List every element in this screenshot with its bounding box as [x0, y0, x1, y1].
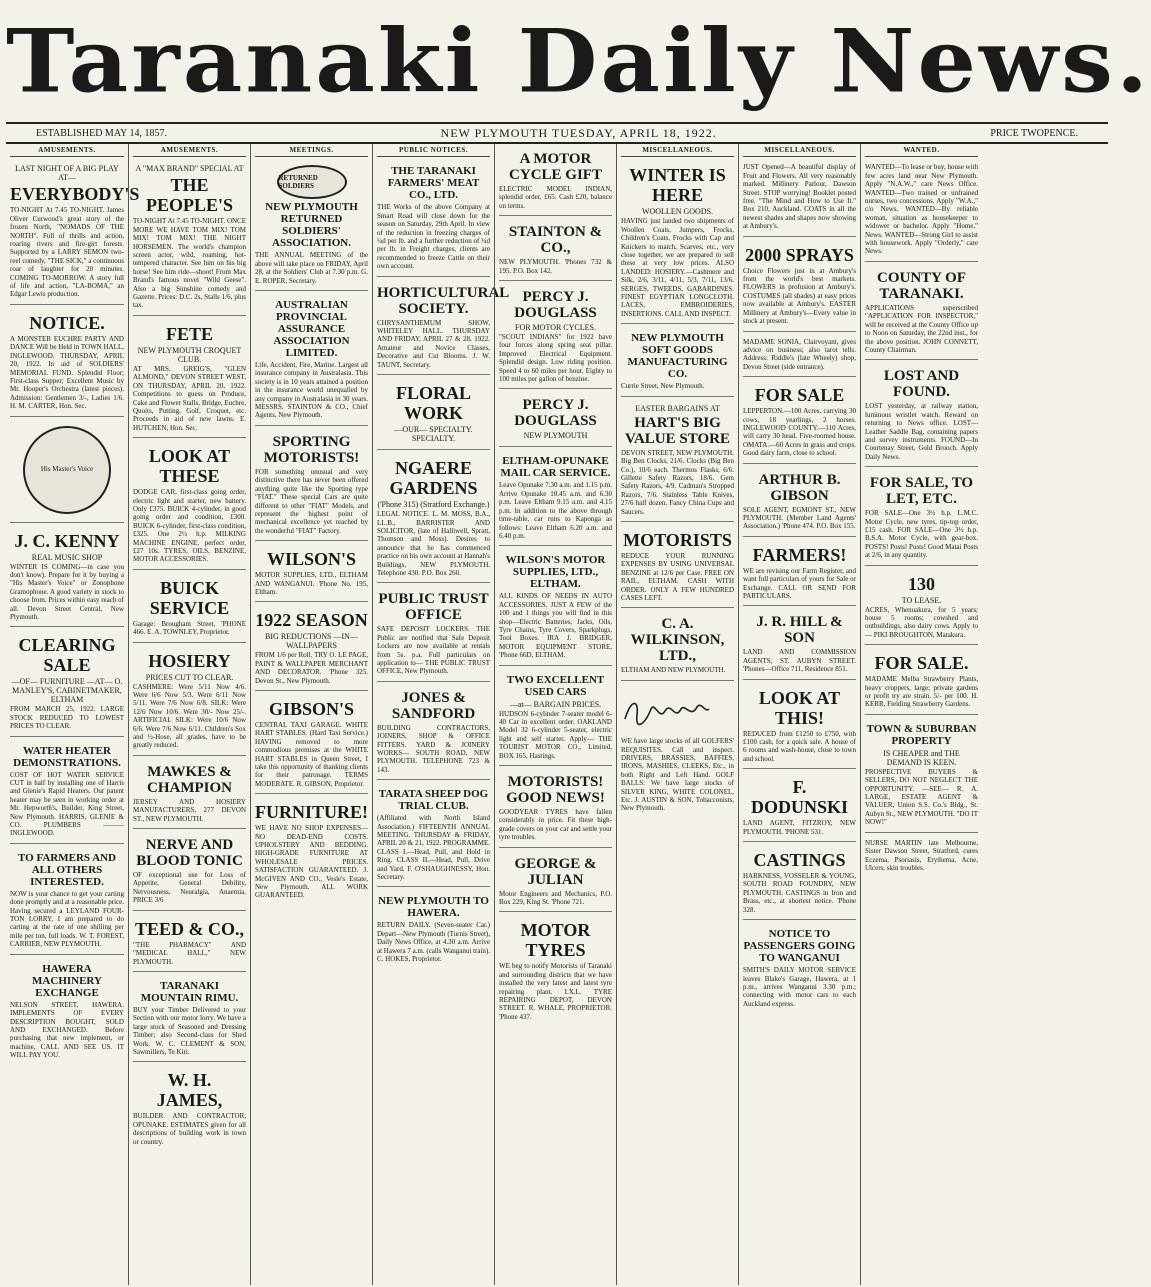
- advertisement: [499, 915, 612, 1026]
- advertisement: [865, 265, 978, 360]
- ad-headline: TARATA SHEEP DOG TRIAL CLUB.: [378, 788, 489, 813]
- ad-body-text: FROM 1/6 per Roll. TRY O. LE PAGE, PAINT & WALLPAPER MERCHANT AND DECORATOR. 'Phone 325. Devon St., New Plymouth.: [255, 651, 368, 685]
- ad-subheading: —at— BARGAIN PRICES.: [509, 699, 602, 709]
- ad-body-text: REDUCED from £1250 to £750, with £100 cash, for a quick sale. A house of 6 rooms and wash-house, close to town and school.: [743, 729, 856, 763]
- ad-body-text: NURSE MARTIN late Melbourne, Sister Dawson Street, Stratford, cures Eczema, Psoriasis, Erythema, Acne, Ulcers, skin troubles.: [865, 838, 978, 872]
- ad-headline: NEW PLYMOUTH SOFT GOODS MANUFACTURING CO.: [627, 332, 728, 381]
- advertisement: [255, 160, 368, 291]
- ad-headline: TEED & CO.,: [134, 918, 244, 939]
- newspaper-column: [128, 144, 250, 1285]
- advertisement: [499, 450, 612, 546]
- ad-body-text: CASHMERE: Were 5/11 Now 4/6. Were 6/6 Now 5/3. Were 6/11 Now 5/11. Were 7/6 Now 6/8. SILK: Were 12/6 Now 10/6. Were 30/- Now 25/-. ARTIFICIAL SILK: Were 10/6 Now 6/6. Were 7/6 Now 6/11. Children's Sox and ½-Hose, all grades, have to be greatly reduced.: [133, 682, 246, 750]
- ad-body-text: SOLE AGENT, EGMONT ST., NEW PLYMOUTH. (Member Land Agents' Association.) 'Phone 474. P.O. Box 155.: [743, 505, 856, 531]
- ad-headline: MAWKES & CHAMPION: [147, 763, 232, 796]
- advertisement: [133, 573, 246, 643]
- advertisement: [865, 648, 978, 715]
- advertisement: [377, 378, 490, 450]
- ad-headline: J. C. KENNY: [14, 530, 120, 551]
- ad-body-text: (Affiliated with North Island Association.) FIFTEENTH ANNUAL MEETING. THURSDAY & FRIDAY, APRIL 20 & 21, 1922. PROGRAMME. CLASS I.—Head, Pull, and Hold in Ring. CLASS II.—Head, Pull, Drive and Yard. F. O'SHAUGHNESSY, Hon. Secretary.: [377, 814, 490, 882]
- ad-body-text: REDUCE YOUR RUNNING EXPENSES BY USING UNIVERSAL BENZINE at 12/6 per Case. FREE ON RAIL, ELTHAM. CASH WITH ORDER. ONLY A FEW HUNDRED CASES LEFT.: [621, 551, 734, 602]
- ad-headline: HAWERA MACHINERY EXCHANGE: [32, 962, 102, 999]
- ad-headline: HART'S BIG VALUE STORE: [625, 414, 730, 447]
- ad-headline: FURNITURE!: [255, 802, 369, 823]
- ad-body-text: Motor Engineers and Mechanics, P.O. Box 229, King St. 'Phone 721.: [499, 889, 612, 907]
- ad-body-text: NELSON STREET, HAWERA. IMPLEMENTS OF EVERY DESCRIPTION BOUGHT, SOLD AND EXCHANGED. Before purchasing that new implement, or machine, CALL AND SEE US. IT WILL PAY YOU.: [10, 1000, 124, 1060]
- ad-body-text: A MONSTER EUCHRE PARTY AND DANCE Will be Held in TOWN HALL, INGLEWOOD. THURSDAY, APRIL 20, 1922. In aid of SOLDIERS' MEMORIAL FUND. Splendid Floor; First-class Supper; Excellent Music by Mr. Hooper's Orchestra (latest pieces). Admission: Gentlemen 3/-, Ladies 1/6. H. M. CARTER, Hon. Sec.: [10, 334, 124, 411]
- ad-body-text: FROM MARCH 25, 1922. LARGE STOCK REDUCED TO LOWEST PRICES TO CLEAR.: [10, 705, 124, 731]
- ad-headline: SPORTING MOTORISTS!: [263, 433, 360, 466]
- advertisement: [255, 429, 368, 541]
- dateline-bar: [6, 122, 1108, 144]
- ad-body-text: DODGE CAR, first-class going order, electric light and starter, new battery. Only £375. BUICK 4-cylinder, in good going order and condition, £300. BUICK 6-cylinder, first-class condition, £325. One 2½ h.p. MILKING MACHINE ENGINE, perfect order, £27 10s. TYRES, OILS, BENZINE, MOTOR ACCESSORIES.: [133, 488, 246, 564]
- ad-headline: WILSON'S: [266, 549, 357, 570]
- advertisement: [133, 646, 246, 756]
- ad-headline: MOTORISTS! GOOD NEWS!: [506, 774, 605, 806]
- ad-headline: FLORAL WORK: [395, 383, 471, 424]
- newspaper-column: [494, 144, 616, 1285]
- ad-headline: FOR SALE: [754, 385, 845, 406]
- ad-body-text: APPLICATIONS superscribed "APPLICATION FOR INSPECTOR," will be received at the County Office up to Noon on Saturday, the 22nd inst., for the above position. JOHN CONNETT, County Chairman.: [865, 303, 978, 354]
- ad-body-text: WANTED—To lease or buy, house with few acres land near New Plymouth. Apply "N.A.W.," care News Office. WANTED—Two trained or unfrained nurses, two concessions. Apply "W.A.," c/o News. WANTED—By reliable woman, situation as housekeeper to widower or bachelor. Apply "Home," News. WANTED—Strong Girl to assist with housework. Apply "Orderly," care News.: [865, 163, 978, 256]
- advertisement: [743, 335, 856, 378]
- issue-date: NEW PLYMOUTH TUESDAY, APRIL 18, 1922.: [440, 125, 717, 140]
- ad-headline: TO FARMERS AND ALL OTHERS INTERESTED.: [18, 851, 116, 888]
- ad-subheading: TO LEASE.: [901, 595, 942, 605]
- ad-body-text: TO-NIGHT At 7.45 TO-NIGHT. ONCE MORE WE HAVE TOM MIX! TOM MIX! TOM MIX! THE NIGHT HORSEMEN. The world's champion screen actor, wild, roaming, hot-tempered character. See him on his big horse! See him ride—shoot! From Max Brand's famous novel "Wild Geese". Also a big Sunshine comedy and Gazette. Prices: D.C. 2s, Stalls 1/6, plus tax.: [133, 217, 246, 310]
- advertisement: [10, 630, 124, 736]
- ad-headline: HOSIERY: [148, 650, 231, 671]
- ad-body-text: MADAME SONIA, Clairvoyant, gives advice on business; also tarot tells. Address: Riddle's (late Wheely) shop, Devon Street (side entrance).: [743, 337, 856, 371]
- ad-headline: FARMERS!: [752, 544, 847, 565]
- newspaper-column: [860, 144, 982, 1285]
- ad-body-text: LOST yesterday, at railway station, luminous wristlet watch. Reward on returning to News office. LOST—Leather Saddle Bag, containing papers and survey instruments. FOUND—In Courtenay Street, Gold Brooch. Apply Daily News.: [865, 402, 978, 461]
- newspaper-column: [616, 144, 738, 1285]
- advertisement: [865, 363, 978, 467]
- ad-headline: PERCY J. DOUGLASS: [514, 397, 597, 430]
- ad-headline: 130: [908, 573, 935, 594]
- ad-headline: WILSON'S MOTOR SUPPLIES, LTD., ELTHAM.: [505, 554, 606, 591]
- advertisement: [865, 718, 978, 833]
- ad-body-text: PROSPECTIVE BUYERS & SELLERS, DO NOT NEGLECT THE OPPORTUNITY. —SEE— R. A. LARGE, ESTATE AGENT & VALUER, Union S.S. Co.'s Bldg., St. Aubyn St., NEW PLYMOUTH. "DO IT NOW!": [865, 767, 978, 827]
- ad-body-text: NEW PLYMOUTH. 'Phones 732 & 195. P.O. Box 142.: [499, 258, 612, 275]
- ad-headline: ARTHUR B. GIBSON: [758, 471, 841, 504]
- ad-headline: BUICK SERVICE: [149, 577, 230, 618]
- ad-headline: 1922 SEASON: [255, 610, 368, 631]
- advertisement: [377, 783, 490, 887]
- ad-headline: STAINTON & CO.,: [508, 224, 603, 257]
- advertisement: [865, 836, 978, 878]
- advertisement: [255, 797, 368, 905]
- ad-body-text: JUST Opened—A beautiful display of Fruit and Flowers. All very reasonably marked. Millinery Parlour, Dawson Street. STOP worrying! Booklet posted free. "The Mind and How to Use It." Box 210, Auckland. COATS in all the newest shades and shapes now showing at Ambury's.: [743, 163, 856, 231]
- ad-headline: LOOK AT THIS!: [758, 687, 841, 728]
- ad-headline: FOR SALE, TO LET, ETC.: [869, 475, 974, 508]
- advertisement: [499, 284, 612, 389]
- advertisement: [133, 759, 246, 829]
- ad-headline: NEW PLYMOUTH TO HAWERA.: [378, 895, 489, 920]
- ad-body-text: Leave Opunake 7.30 a.m. and 1.15 p.m. Arrive Opunake 10.45 a.m. and 6.30 p.m. Leave Eltham 9.15 a.m. and 4.15 p.m. In addition to the above through time-table, car runs to Kaponga as follows: Leave Eltham 6.20 a.m. and 6.40 p.m.: [499, 481, 612, 540]
- ad-body-text: MOTOR SUPPLIES, LTD., ELTHAM AND WANGANUI. 'Phone No. 195, Eltham.: [255, 571, 368, 596]
- advertisement: [377, 160, 490, 276]
- ad-subheading: REAL MUSIC SHOP: [31, 552, 103, 562]
- advertisement: [10, 740, 124, 844]
- advertisement: [133, 319, 246, 438]
- ad-headline: ELTHAM-OPUNAKE MAIL CAR SERVICE.: [500, 455, 611, 480]
- ad-headline: PUBLIC TRUST OFFICE: [378, 591, 489, 624]
- ad-body-text: AT MRS. GREIG'S, "GLEN ALMOND," DEVON STREET WEST, ON THURSDAY, APRIL 20, 1922. Competitions to guess on Produce, Cake and Flower Stalls, Bridge, Euchre, Quoits, Putting, Golf, Croquet, etc. Proceeds in aid of new lawns. E. HUTCHEN, Hon. Sec.: [133, 364, 246, 432]
- ad-subheading: FOR MOTOR CYCLES.: [515, 323, 596, 333]
- ad-body-text: COST OF HOT WATER SERVICE CUT in half by installing one of Harris and Glenie's Rapid Heaters. Our patent heater may be seen in working order at Mr. Hepworth's, Builder, King Street, New Plymouth. HARRIS, GLENIE & CO. PLUMBERS ——— INGLEWOOD.: [10, 770, 124, 838]
- ad-subheading: EASTER BARGAINS AT: [635, 403, 720, 413]
- advertisement: [743, 772, 856, 842]
- advertisement: [621, 525, 734, 608]
- ad-body-text: WINTER IS COMING—in case you don't know). Prepare for it by buying a "His Master's Voice" or Zonophone Gramophone. A good variety in stock to choose from. Prices within easy reach of all. Devon Street Central, New Plymouth.: [10, 562, 124, 621]
- ad-headline: EVERYBODY'S: [10, 184, 140, 205]
- ad-body-text: Garage: Brougham Street, 'PHONE 466. E. A. TOWNLEY, Proprietor.: [133, 619, 246, 637]
- ad-headline: HORTICULTURAL SOCIETY.: [377, 284, 510, 317]
- ad-headline: FOR SALE.: [874, 653, 969, 674]
- advertisement: [499, 549, 612, 665]
- ad-body-text: HAVING just landed two shipments of Woollen Coats, Jumpers, Frocks, Children's Coats, Frocks with Cap and Knickers to match, Scarves, etc., very close together, we are prepared to sell these at very low prices. ALSO LANDED: HOSIERY.—Cashmere and Silk, 2/6, 3/11, 4/11, 5/3, 7/11, 13/6. SERGES, TWEEDS, GABARDINES. FINEST EGYPTIAN LONGCLOTH. LACES, EMBROIDERIES, INSERTIONS. CALL AND INSPECT.: [621, 217, 734, 318]
- ad-body-text: ALL KINDS OF NEEDS IN AUTO ACCESSORIES. JUST A FEW of the 100 and 1 things you will find in this shop—Electric Batteries, Jacks, Oils, Tyre Chains, Tyre Covers, Sparkplugs, Tool Boxes. IRA J. BRIDGER, MOTOR EQUIPMENT STORE, 'Phone 66D, ELTHAM.: [499, 592, 612, 660]
- ad-body-text: BUILDING CONTRACTORS, JOINERS, SHOP & OFFICE FITTERS. YARD & JOINERY WORKS— SOUTH ROAD, NEW PLYMOUTH. TELEPHONE 723 & 143.: [377, 723, 490, 774]
- column-heading: PUBLIC NOTICES.: [377, 146, 490, 157]
- ad-headline: JONES & SANDFORD: [391, 689, 476, 722]
- ad-body-text: DEVON STREET, NEW PLYMOUTH. Big Ben Clocks, 21/6. Clocks (Big Ben Co.), 10/6 each. Thermos Flasks, 6/6. Gillette Safety Razors, 18/6. Gem Safety Razors, 4/9. Cadman's Stropped Razors, 7/6. Stainless Table Knives, 27/6 half dozen. Fancy China Cups and Saucers.: [621, 448, 734, 516]
- ad-headline: A MOTOR CYCLE GIFT: [509, 151, 602, 183]
- ad-headline: THE TARANAKI FARMERS' MEAT CO., LTD.: [387, 165, 480, 202]
- ad-headline: GIBSON'S: [268, 698, 355, 719]
- ad-headline: COUNTY OF TARANAKI.: [876, 269, 967, 302]
- advertisement: [743, 609, 856, 679]
- advertisement: [621, 684, 734, 818]
- ad-body-text: ELTHAM AND NEW PLYMOUTH.: [621, 666, 726, 675]
- advertisement: [743, 467, 856, 537]
- advertisement: [499, 851, 612, 913]
- advertisement: [621, 160, 734, 324]
- ad-subheading: WOOLLEN GOODS.: [641, 207, 714, 217]
- ad-body-text: CENTRAL TAXI GARAGE. WHITE HART STABLES. (Hard Taxi Service.) HAVING removed to more commodious premises at the WHITE HART STABLES in Queen Street, I take this opportunity of thanking clients for their patronage. TERMS MODERATE. R. GIBSON, Proprietor.: [255, 720, 368, 788]
- advertisement: [10, 847, 124, 955]
- ad-subheading: IS CHEAPER and THE DEMAND IS KEEN.: [883, 748, 960, 767]
- ad-headline: F. DODUNSKI: [750, 777, 848, 818]
- advertisement: [743, 540, 856, 607]
- advertisement: [743, 240, 856, 332]
- ad-subheading: PRICES CUT TO CLEAR.: [145, 672, 234, 682]
- advertisement: [255, 605, 368, 691]
- masthead-title: Taranaki Daily News.: [6, 9, 1151, 113]
- advertisement: [743, 845, 856, 920]
- ad-body-text: MADAME Melba Strawberry Plants, heavy croppers, large; private gardens or profit try are strain. 5/- per 100. H. KERR, Fielding Strawberry Gardens.: [865, 675, 978, 709]
- ad-body-text: FOR something unusual and very distinctive there has never been offered anything quite like the Sporting type "FIAT." These special Cars are quite different to other "FIAT" Models, and represent the highest point of mechanical excellence yet reached by the wonderful "FIAT" Factory.: [255, 467, 368, 535]
- advertisement: [10, 420, 124, 523]
- ad-body-text: SMITH'S DAILY MOTOR SERVICE leaves Blake's Garage, Hawera, at 1 p.m., arrives Wanganui 3.30 p.m.; connecting with motor cars to each Auckland express.: [743, 966, 856, 1008]
- ad-body-text: "THE PHARMACY" AND "MEDICAL HALL," NEW PLYMOUTH.: [133, 940, 246, 966]
- ad-body-text: RETURN DAILY. (Seven-seater Car.) Depart—New Plymouth (Turnis Street), Daily News Office, at 4.30 a.m. Arrive at Hawera 7 a.m. (calls Wanganui train). C. HOKES, Proprietor.: [377, 921, 491, 964]
- ad-body-text: FOR SALE—One 3½ h.p. L.M.C. Motor Cycle, new tyres, tip-top order, £15 cash. FOR SALE—One 3½ h.p. B.S.A. Motor Cycle, with gear-box. POSTS! Posts! Posts! Good Matai Posts at 2/6, in any quantity.: [865, 509, 978, 560]
- ad-headline: CASTINGS: [753, 850, 846, 871]
- newspaper-column: [738, 144, 860, 1285]
- advertisement: [10, 958, 124, 1065]
- ad-headline: WATER HEATER DEMONSTRATIONS.: [13, 744, 121, 769]
- advertisement: [377, 586, 490, 681]
- ad-headline: NOTICE.: [29, 312, 105, 333]
- advertisement: [10, 308, 124, 417]
- ad-body-text: WE are revising our Farm Register, and want full particulars of yours for Sale or Exchange. CALL OR SEND FOR PARTICULARS.: [743, 566, 856, 600]
- ad-body-text: LEGAL NOTICE. L. M. MOSS, B.A., LL.B., BARRISTER AND SOLICITOR, (late of Halliwell, Spratt, Thomson and Moss). Desires to announce that he has commenced practice on his own account at Hannah's Buildings, NEW PLYMOUTH. Telephone 430. P.O. Box 260.: [377, 510, 490, 577]
- advertisement: [743, 380, 856, 463]
- ad-body-text: LEPPERTON.—100 Acres, carrying 30 cows, 18 yearlings, 2 horses. INGLEWOOD COUNTY.—110 Acres, will carry 30 head. Five-roomed house. OMATA.—60 Acres in grass and crops. Good dairy farm, close to school.: [743, 407, 856, 458]
- advertisement: [865, 569, 978, 646]
- ad-body-text: Life, Accident, Fire, Marine. Largest all insurance company in Australasia. This society is in 10 years attained a position in the insurance world unequalled by any company in Australasia in 30 years. MESSRS. STAINTON & CO., Chief Agents, New Plymouth.: [255, 361, 368, 420]
- rsa-badge-icon: RETURNED SOLDIERS: [277, 165, 347, 199]
- ad-subheading: NEW PLYMOUTH CROQUET CLUB.: [137, 345, 242, 364]
- column-heading: MISCELLANEOUS.: [621, 146, 734, 157]
- advertisement: [743, 923, 856, 1013]
- ad-body-text: "SCOUT INDIANS" for 1922 have four forces along spring seat pillar. Improved Electrical Equipment. Splendid design. Low riding position. Speed 4 to 60 miles per hour. Eighty to 100 miles per gallon of benzine.: [499, 333, 612, 384]
- advertisement: [743, 160, 856, 236]
- advertisement: [255, 544, 368, 602]
- ad-body-text: THE Works of the above Company at Smart Road will close down for the season on Saturday, 29th April. In view of the reduction in freezing charges of ¼d per lb. and a further reduction of ¼d per lb. in Freight charges, clients are recommended to freeze Cattle on their own account.: [377, 203, 490, 271]
- ad-headline: WINTER IS HERE: [629, 165, 726, 206]
- ad-body-text: SAFE DEPOSIT LOCKERS. THE Public are notified that Safe Deposit Lockers are now available at rentals from 5s. p.a. Full particulars on application to— THE PUBLIC TRUST OFFICE, New Plymouth.: [377, 625, 490, 676]
- ad-headline: NOTICE TO PASSENGERS GOING TO WANGANUI: [743, 928, 856, 965]
- ad-body-text: BUILDER AND CONTRACTOR, OPUNAKE. ESTIMATES given for all descriptions of building work in town or country.: [133, 1112, 246, 1146]
- ad-body-text: ACRES, Whenuakura, for 5 years; house 5 rooms; cowshed and outbuildings, also dairy cows. Apply to— PIKI BROUGHTON, Matakura.: [865, 605, 978, 639]
- advertisement: [499, 769, 612, 848]
- advertisement: [377, 685, 490, 780]
- ad-body-text: HARKNESS, VOSSELER & YOUNG, SOUTH ROAD FOUNDRY, NEW PLYMOUTH. CASTINGS in Iron and Brass, etc., at shortest notice. 'Phone 328.: [743, 872, 856, 914]
- advertisement: [133, 1065, 246, 1151]
- advertisement: [743, 683, 856, 770]
- price: PRICE TWOPENCE.: [990, 127, 1078, 139]
- ad-headline: W. H. JAMES,: [156, 1070, 223, 1111]
- newspaper-column: [372, 144, 510, 1285]
- advertisement: [10, 160, 140, 304]
- ad-body-text: ELECTRIC MODEL INDIAN, splendid order, £65. Cash £20, balance on terms.: [499, 185, 612, 210]
- ad-headline: J. R. HILL & SON: [756, 614, 843, 647]
- ad-headline: CLEARING SALE: [18, 635, 116, 676]
- advertisement: [255, 294, 368, 426]
- ad-headline: GEORGE & JULIAN: [514, 855, 597, 888]
- column-heading: AMUSEMENTS.: [133, 146, 246, 157]
- advertisement: [621, 400, 734, 522]
- advertisement: [377, 280, 510, 375]
- ad-headline: TWO EXCELLENT USED CARS: [506, 673, 605, 698]
- advertisement: [499, 146, 612, 216]
- advertisement: [377, 453, 490, 583]
- advertisement: [621, 327, 734, 396]
- ad-body-text: Choice Flowers just in at Ambury's from the world's best markets. FLOWERS in profusion at Ambury's. COSTUMES (all shades) at easy prices now available at Ambury's. EASTER Millinery at Ambury's—Every value in stock at present.: [743, 266, 856, 326]
- ad-headline: NGAERE GARDENS: [389, 458, 478, 499]
- ad-headline: FETE: [165, 323, 213, 344]
- handwritten-signature-icon: [621, 691, 711, 731]
- newspaper-column: [6, 144, 140, 1285]
- column-heading: AMUSEMENTS.: [10, 146, 124, 157]
- ad-body-text: JERSEY AND HOSIERY MANUFACTURERS, 277 DEVON ST., NEW PLYMOUTH.: [133, 797, 246, 823]
- ad-body-text: OF exceptional use for Loss of Appetite, General Debility, Nervousness, Neuralgia, Anaemia. PRICE 3/6: [133, 871, 246, 905]
- ad-body-text: WE HAVE NO SHOP EXPENSES—NO DEAD-END COSTS. UPHOLSTERY AND BEDDING. HIGH-GRADE FURNITURE AT WHOLESALE PRICES. SATISFACTION GUARANTEED. J. McGIVEN AND CO., Vesle's Estate, New Plymouth. ALL WORK GUARANTEED.: [255, 824, 368, 900]
- ad-headline: TOWN & SUBURBAN PROPERTY: [866, 722, 977, 747]
- column-heading: MEETINGS.: [255, 146, 368, 157]
- ad-headline: MOTORISTS: [623, 529, 732, 550]
- ad-body-text: THE ANNUAL MEETING of the above will take place on FRIDAY, April 28, at the Soldiers' Club at 7.30 p.m. G. E. ROPER, Secretary.: [255, 251, 368, 285]
- ad-headline: MOTOR TYRES: [520, 920, 591, 961]
- ad-headline: LOOK AT THESE: [148, 446, 231, 487]
- ad-headline: 2000 SPRAYS: [745, 244, 854, 265]
- ad-headline: NEW PLYMOUTH RETURNED SOLDIERS' ASSOCIATION.: [265, 201, 358, 250]
- his-masters-voice-logo-icon: His Master's Voice: [23, 426, 111, 514]
- ad-body-text: BUY your Timber Delivered to your Section with our motor lorry. We have a large stock of Seasoned and Dressing Timber; also Second-class for Shed Work. W. C. CLEMENT & SON, Sawmillers, Te Kiri.: [133, 1005, 246, 1056]
- advertisement: [133, 441, 246, 570]
- ad-body-text: LAND AND COMMISSION AGENTS, ST. AUBYN STREET. 'Phones—Office 711, Residence 851.: [743, 648, 856, 674]
- ad-headline: PERCY J. DOUGLASS: [514, 289, 597, 322]
- advertisement: [499, 669, 612, 766]
- advertisement: [865, 160, 978, 261]
- ad-body-text: WE have large stocks of all GOLFERS' REQUISITES. Call and inspect. DRIVERS, BRASSIES, BAFFIES, IRONS, MASHIES, CLEEKS, Etc., in both Right and Left Hand. GOLF BALLS: We have large stocks of SILVER KING, WHITE COLONEL, Etc. J. AUSTIN & SON, Tobacconists, New Plymouth.: [621, 737, 734, 813]
- ad-headline: TARANAKI MOUNTAIN RIMU.: [140, 979, 239, 1004]
- advertisement: [377, 890, 490, 968]
- established-date: ESTABLISHED MAY 14, 1857.: [36, 127, 167, 139]
- advertisement: [133, 832, 246, 911]
- newspaper-column: [250, 144, 372, 1285]
- advertisement: [133, 975, 246, 1062]
- ad-subheading: NEW PLYMOUTH: [523, 431, 588, 441]
- ad-subheading: A "MAX BRAND" SPECIAL AT: [135, 164, 244, 174]
- ad-body-text: HUDSON 6-cylinder 7-seater model 6-40 Car in excellent order. OAKLAND Model 32 6-cylinder 5-seater, electric light and self starter. Apply— THE TOURIST MOTOR CO., Limited, BOX 165, Hastings.: [499, 709, 612, 760]
- ad-body-text: TO-NIGHT At 7.45 TO-NIGHT. James Oliver Curwood's great story of the frozen North, "NOMADS OF THE NORTH". Full of thrills and action, roaring rivers and fire-girt forests. Supported by a LARRY SEMON two-reel comedy, "THE SICK," a continuous roar of laughter for 20 minutes. COMING TO-MORROW. A story full of life and action, "LA-BOMA," an Edgar Lewis production.: [10, 206, 124, 299]
- ad-headline: NERVE AND BLOOD TONIC: [136, 837, 243, 870]
- advertisement: [499, 392, 612, 447]
- advertisement: [621, 611, 734, 680]
- ad-headline: LOST AND FOUND.: [883, 368, 960, 401]
- ad-headline: THE PEOPLE'S: [145, 175, 234, 216]
- columns-container: [6, 144, 1108, 1285]
- ad-body-text: GOODYEAR TYRES have fallen considerably in price. Fit these high-grade covers on your car and settle your tyre troubles.: [499, 808, 612, 842]
- advertisement: [865, 470, 978, 565]
- ad-subheading: LAST NIGHT OF A BIG PLAY AT—: [15, 164, 119, 183]
- advertisement: [133, 160, 246, 315]
- column-heading: WANTED.: [865, 146, 978, 157]
- advertisement: [499, 219, 612, 281]
- ad-body-text: WE beg to notify Motorists of Taranaki and surrounding districts that we have installed the very latest and latest tyre repairing plant. I.X.L. TYRE REPAIRING DEPOT, DEVON STREET. R. WHALE, PROPRIETOR. 'Phone 437.: [499, 962, 612, 1021]
- advertisement: [255, 694, 368, 794]
- ad-body-text: CHRYSANTHEMUM SHOW, WHITELEY HALL. THURSDAY AND FRIDAY, APRIL 27 & 28, 1922. Amateur and Novice Classes, Decorative and Cut Blooms. J. W. TAUNT, Secretary.: [377, 318, 490, 369]
- column-heading: MISCELLANEOUS.: [743, 146, 856, 157]
- advertisement: [10, 526, 124, 628]
- ad-body-text: Currie Street, New Plymouth.: [621, 382, 705, 391]
- advertisement: [133, 914, 246, 972]
- ad-subheading: ('Phone 315) (Stratford Exchange.): [377, 500, 490, 510]
- ad-body-text: LAND AGENT, FITZROY, NEW PLYMOUTH. 'PHONE 531.: [743, 819, 856, 836]
- ad-headline: AUSTRALIAN PROVINCIAL ASSURANCE ASSOCIATION LIMITED.: [273, 299, 350, 360]
- ad-subheading: —OUR— SPECIALTY. SPECIALTY.: [394, 425, 473, 444]
- ad-subheading: BIG REDUCTIONS —IN— WALLPAPERS: [265, 632, 358, 651]
- ad-body-text: NOW is your chance to get your carting done promptly and at a reasonable price. Having secured a LEYLAND FOUR-TON LORRY, I am prepared to do carting at the rate of one shilling per mile per ton, full loads. W. T. FOREST, CARRIER, NEW PLYMOUTH.: [10, 889, 124, 949]
- ad-headline: C. A. WILKINSON, LTD.,: [630, 616, 725, 665]
- ad-subheading: —OF— FURNITURE —AT— O. MANLEY'S, CABINETMAKER, ELTHAM: [11, 677, 123, 705]
